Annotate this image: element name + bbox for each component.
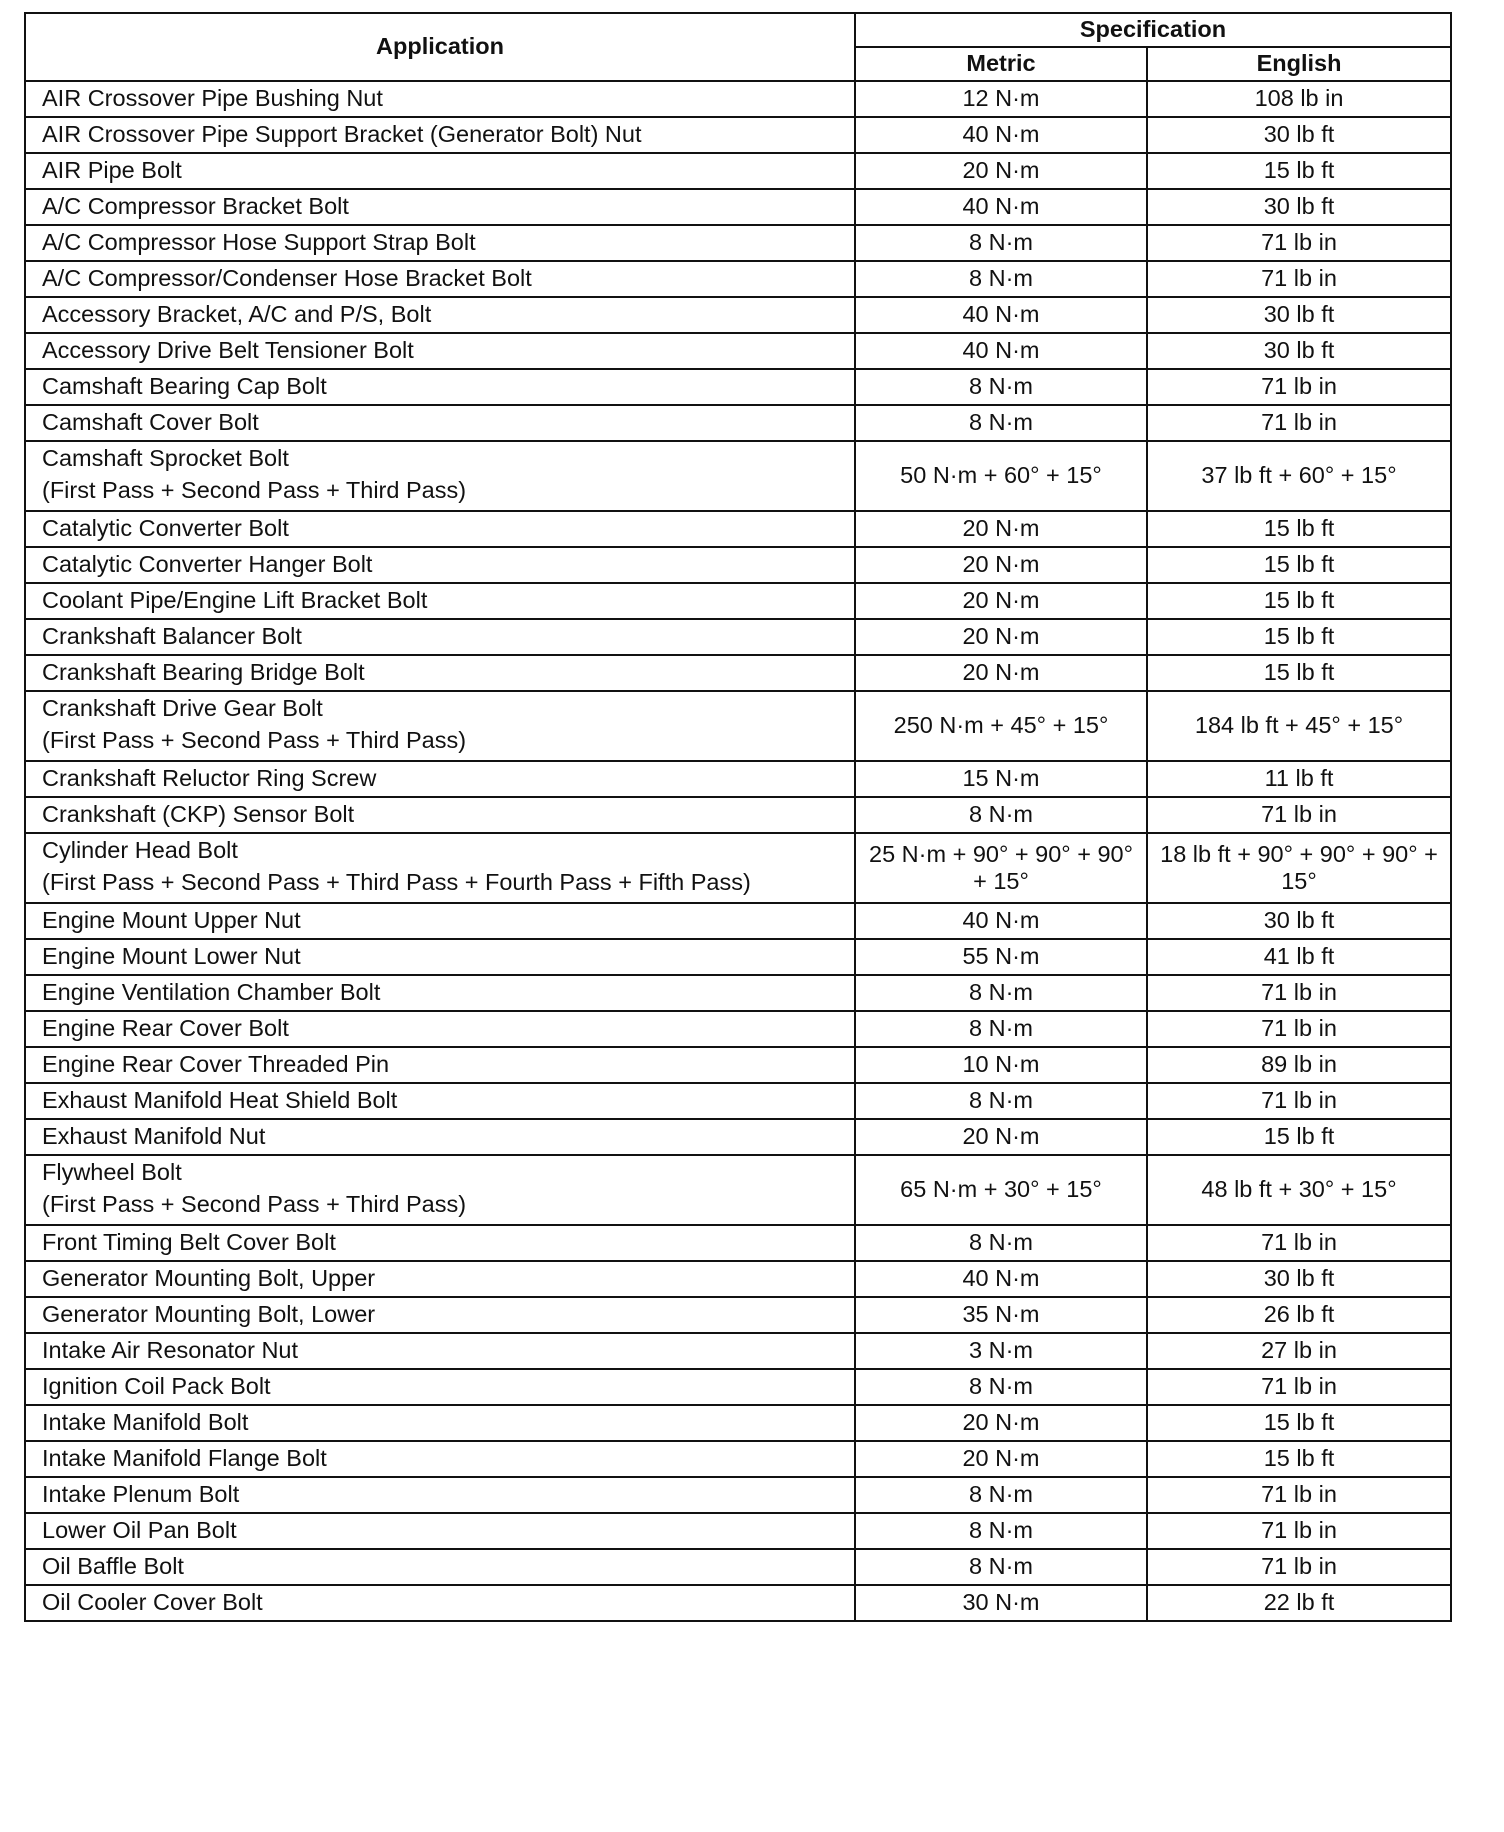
application-text: Engine Mount Lower Nut [42, 943, 301, 969]
table-row [25, 1477, 1451, 1513]
english-value: 71 lb in [1147, 225, 1451, 261]
application-cell [25, 1549, 855, 1585]
application-cell [25, 583, 855, 619]
application-text: Crankshaft Balancer Bolt [42, 623, 302, 649]
table-row [25, 225, 1451, 261]
english-value: 27 lb in [1147, 1333, 1451, 1369]
table-row [25, 547, 1451, 583]
table-row [25, 511, 1451, 547]
table-row [25, 261, 1451, 297]
application-text: Oil Cooler Cover Bolt [42, 1589, 263, 1615]
table-row [25, 1333, 1451, 1369]
table-row [25, 1585, 1451, 1621]
application-cell [25, 511, 855, 547]
english-value: 30 lb ft [1147, 189, 1451, 225]
metric-value: 20 N·m [855, 153, 1147, 189]
metric-value: 40 N·m [855, 903, 1147, 939]
metric-value: 8 N·m [855, 405, 1147, 441]
english-value: 108 lb in [1147, 81, 1451, 117]
table-row [25, 81, 1451, 117]
application-cell [25, 441, 855, 511]
english-value: 71 lb in [1147, 1011, 1451, 1047]
application-cell [25, 369, 855, 405]
english-header: English [1147, 47, 1451, 81]
english-value: 30 lb ft [1147, 333, 1451, 369]
application-cell [25, 405, 855, 441]
application-text: Cylinder Head Bolt [42, 837, 238, 863]
table-row [25, 1513, 1451, 1549]
metric-value: 25 N·m + 90° + 90° + 90° + 15° [855, 833, 1147, 903]
application-text: Engine Rear Cover Threaded Pin [42, 1051, 390, 1077]
table-row [25, 117, 1451, 153]
metric-value: 40 N·m [855, 117, 1147, 153]
application-cell [25, 691, 855, 761]
english-value: 184 lb ft + 45° + 15° [1147, 691, 1451, 761]
application-cell [25, 297, 855, 333]
english-value: 30 lb ft [1147, 297, 1451, 333]
metric-value: 8 N·m [855, 369, 1147, 405]
application-cell [25, 1225, 855, 1261]
application-text: (First Pass + Second Pass + Third Pass) [42, 726, 467, 753]
english-value: 71 lb in [1147, 1225, 1451, 1261]
application-text: Catalytic Converter Hanger Bolt [42, 551, 373, 577]
table-row [25, 1225, 1451, 1261]
metric-value: 8 N·m [855, 261, 1147, 297]
table-row [25, 1297, 1451, 1333]
application-text: Crankshaft Drive Gear Bolt [42, 695, 323, 721]
application-cell [25, 1155, 855, 1225]
metric-value: 8 N·m [855, 1225, 1147, 1261]
metric-value: 3 N·m [855, 1333, 1147, 1369]
metric-value: 65 N·m + 30° + 15° [855, 1155, 1147, 1225]
application-text: A/C Compressor Hose Support Strap Bolt [42, 229, 476, 255]
metric-value: 20 N·m [855, 511, 1147, 547]
table-row [25, 1405, 1451, 1441]
metric-value: 12 N·m [855, 81, 1147, 117]
application-text: Engine Ventilation Chamber Bolt [42, 979, 381, 1005]
application-text: AIR Crossover Pipe Support Bracket (Generator Bolt) Nut [42, 121, 642, 147]
english-value: 18 lb ft + 90° + 90° + 90° + 15° [1147, 833, 1451, 903]
table-row [25, 153, 1451, 189]
english-value: 71 lb in [1147, 369, 1451, 405]
application-text: Accessory Bracket, A/C and P/S, Bolt [42, 301, 432, 327]
application-cell [25, 1297, 855, 1333]
metric-value: 55 N·m [855, 939, 1147, 975]
torque-spec-table [24, 12, 1452, 1622]
metric-value: 8 N·m [855, 1477, 1147, 1513]
metric-value: 8 N·m [855, 1549, 1147, 1585]
metric-value: 40 N·m [855, 333, 1147, 369]
english-value: 71 lb in [1147, 1549, 1451, 1585]
metric-value: 20 N·m [855, 655, 1147, 691]
application-text: Intake Air Resonator Nut [42, 1337, 299, 1363]
application-cell [25, 153, 855, 189]
table-row [25, 441, 1451, 511]
english-value: 71 lb in [1147, 797, 1451, 833]
table-row [25, 1047, 1451, 1083]
table-row [25, 1155, 1451, 1225]
application-text: Engine Mount Upper Nut [42, 907, 301, 933]
table-row [25, 189, 1451, 225]
metric-value: 30 N·m [855, 1585, 1147, 1621]
application-text: Camshaft Bearing Cap Bolt [42, 373, 327, 399]
table-row [25, 1549, 1451, 1585]
application-text: Lower Oil Pan Bolt [42, 1517, 237, 1543]
english-value: 15 lb ft [1147, 619, 1451, 655]
metric-value: 8 N·m [855, 1011, 1147, 1047]
header-row-top [25, 13, 1451, 47]
application-cell [25, 189, 855, 225]
table-row [25, 583, 1451, 619]
application-cell [25, 1405, 855, 1441]
application-cell [25, 1441, 855, 1477]
application-text: Generator Mounting Bolt, Upper [42, 1265, 376, 1291]
metric-value: 50 N·m + 60° + 15° [855, 441, 1147, 511]
metric-value: 20 N·m [855, 547, 1147, 583]
english-value: 71 lb in [1147, 1513, 1451, 1549]
english-value: 37 lb ft + 60° + 15° [1147, 441, 1451, 511]
table-row [25, 369, 1451, 405]
table-row [25, 797, 1451, 833]
table-row [25, 1011, 1451, 1047]
application-cell [25, 547, 855, 583]
application-text: Camshaft Cover Bolt [42, 409, 259, 435]
application-text: (First Pass + Second Pass + Third Pass) [42, 1190, 467, 1217]
table-row [25, 1119, 1451, 1155]
metric-value: 8 N·m [855, 975, 1147, 1011]
metric-value: 20 N·m [855, 1119, 1147, 1155]
english-value: 48 lb ft + 30° + 15° [1147, 1155, 1451, 1225]
application-cell [25, 1513, 855, 1549]
table-row [25, 903, 1451, 939]
application-text: Front Timing Belt Cover Bolt [42, 1229, 336, 1255]
application-cell [25, 1083, 855, 1119]
metric-value: 10 N·m [855, 1047, 1147, 1083]
application-text: Catalytic Converter Bolt [42, 515, 289, 541]
application-cell [25, 1585, 855, 1621]
application-cell [25, 1047, 855, 1083]
application-cell [25, 117, 855, 153]
english-value: 41 lb ft [1147, 939, 1451, 975]
application-text: Coolant Pipe/Engine Lift Bracket Bolt [42, 587, 428, 613]
english-value: 89 lb in [1147, 1047, 1451, 1083]
english-value: 15 lb ft [1147, 547, 1451, 583]
metric-value: 8 N·m [855, 1083, 1147, 1119]
application-text: Generator Mounting Bolt, Lower [42, 1301, 376, 1327]
metric-value: 8 N·m [855, 797, 1147, 833]
metric-value: 20 N·m [855, 619, 1147, 655]
table-row [25, 619, 1451, 655]
metric-value: 20 N·m [855, 1405, 1147, 1441]
application-text: (First Pass + Second Pass + Third Pass) [42, 476, 467, 503]
table-row [25, 1369, 1451, 1405]
application-text: A/C Compressor/Condenser Hose Bracket Bolt [42, 265, 532, 291]
table-row [25, 655, 1451, 691]
application-cell [25, 797, 855, 833]
application-text: A/C Compressor Bracket Bolt [42, 193, 349, 219]
metric-value: 40 N·m [855, 297, 1147, 333]
application-cell [25, 939, 855, 975]
english-value: 26 lb ft [1147, 1297, 1451, 1333]
application-cell [25, 1261, 855, 1297]
table-header [25, 13, 1451, 81]
application-cell [25, 333, 855, 369]
table-row [25, 1261, 1451, 1297]
english-value: 71 lb in [1147, 405, 1451, 441]
table-row [25, 939, 1451, 975]
application-text: Crankshaft Bearing Bridge Bolt [42, 659, 365, 685]
english-value: 30 lb ft [1147, 1261, 1451, 1297]
table-row [25, 1083, 1451, 1119]
table-row [25, 761, 1451, 797]
table-row [25, 1441, 1451, 1477]
application-cell [25, 761, 855, 797]
english-value: 71 lb in [1147, 975, 1451, 1011]
application-cell [25, 81, 855, 117]
table-row [25, 297, 1451, 333]
application-cell [25, 655, 855, 691]
application-cell [25, 261, 855, 297]
application-text: Intake Manifold Bolt [42, 1409, 249, 1435]
english-value: 15 lb ft [1147, 655, 1451, 691]
application-text: Crankshaft (CKP) Sensor Bolt [42, 801, 355, 827]
application-text: Exhaust Manifold Nut [42, 1123, 266, 1149]
english-value: 15 lb ft [1147, 153, 1451, 189]
metric-value: 8 N·m [855, 1513, 1147, 1549]
english-value: 15 lb ft [1147, 1119, 1451, 1155]
specification-header: Specification [855, 13, 1451, 47]
english-value: 71 lb in [1147, 1083, 1451, 1119]
table-row [25, 975, 1451, 1011]
english-value: 15 lb ft [1147, 1441, 1451, 1477]
metric-header: Metric [855, 47, 1147, 81]
application-cell [25, 1369, 855, 1405]
table-row [25, 333, 1451, 369]
metric-value: 35 N·m [855, 1297, 1147, 1333]
application-text: Camshaft Sprocket Bolt [42, 445, 289, 471]
metric-value: 20 N·m [855, 583, 1147, 619]
application-cell [25, 1011, 855, 1047]
application-cell [25, 1333, 855, 1369]
english-value: 22 lb ft [1147, 1585, 1451, 1621]
metric-value: 40 N·m [855, 189, 1147, 225]
english-value: 11 lb ft [1147, 761, 1451, 797]
english-value: 71 lb in [1147, 1477, 1451, 1513]
application-text: Engine Rear Cover Bolt [42, 1015, 289, 1041]
english-value: 15 lb ft [1147, 1405, 1451, 1441]
metric-value: 15 N·m [855, 761, 1147, 797]
application-text: AIR Crossover Pipe Bushing Nut [42, 85, 383, 111]
table-row [25, 833, 1451, 903]
english-value: 71 lb in [1147, 261, 1451, 297]
table-row [25, 405, 1451, 441]
application-cell [25, 903, 855, 939]
application-cell [25, 619, 855, 655]
metric-value: 40 N·m [855, 1261, 1147, 1297]
metric-value: 8 N·m [855, 1369, 1147, 1405]
application-cell [25, 975, 855, 1011]
application-text: Exhaust Manifold Heat Shield Bolt [42, 1087, 398, 1113]
metric-value: 8 N·m [855, 225, 1147, 261]
application-text: Accessory Drive Belt Tensioner Bolt [42, 337, 414, 363]
application-cell [25, 1119, 855, 1155]
table-row [25, 691, 1451, 761]
application-text: Crankshaft Reluctor Ring Screw [42, 765, 377, 791]
application-text: AIR Pipe Bolt [42, 157, 182, 183]
english-value: 30 lb ft [1147, 117, 1451, 153]
application-text: Intake Manifold Flange Bolt [42, 1445, 327, 1471]
english-value: 15 lb ft [1147, 511, 1451, 547]
english-value: 71 lb in [1147, 1369, 1451, 1405]
metric-value: 20 N·m [855, 1441, 1147, 1477]
application-text: Oil Baffle Bolt [42, 1553, 184, 1579]
metric-value: 250 N·m + 45° + 15° [855, 691, 1147, 761]
application-text: Flywheel Bolt [42, 1159, 182, 1185]
application-cell [25, 833, 855, 903]
english-value: 30 lb ft [1147, 903, 1451, 939]
application-text: Ignition Coil Pack Bolt [42, 1373, 271, 1399]
application-cell [25, 1477, 855, 1513]
english-value: 15 lb ft [1147, 583, 1451, 619]
table-body [25, 81, 1451, 1621]
application-header: Application [25, 13, 855, 81]
application-text: Intake Plenum Bolt [42, 1481, 240, 1507]
application-cell [25, 225, 855, 261]
application-text: (First Pass + Second Pass + Third Pass + Fourth Pass + Fifth Pass) [42, 868, 751, 895]
